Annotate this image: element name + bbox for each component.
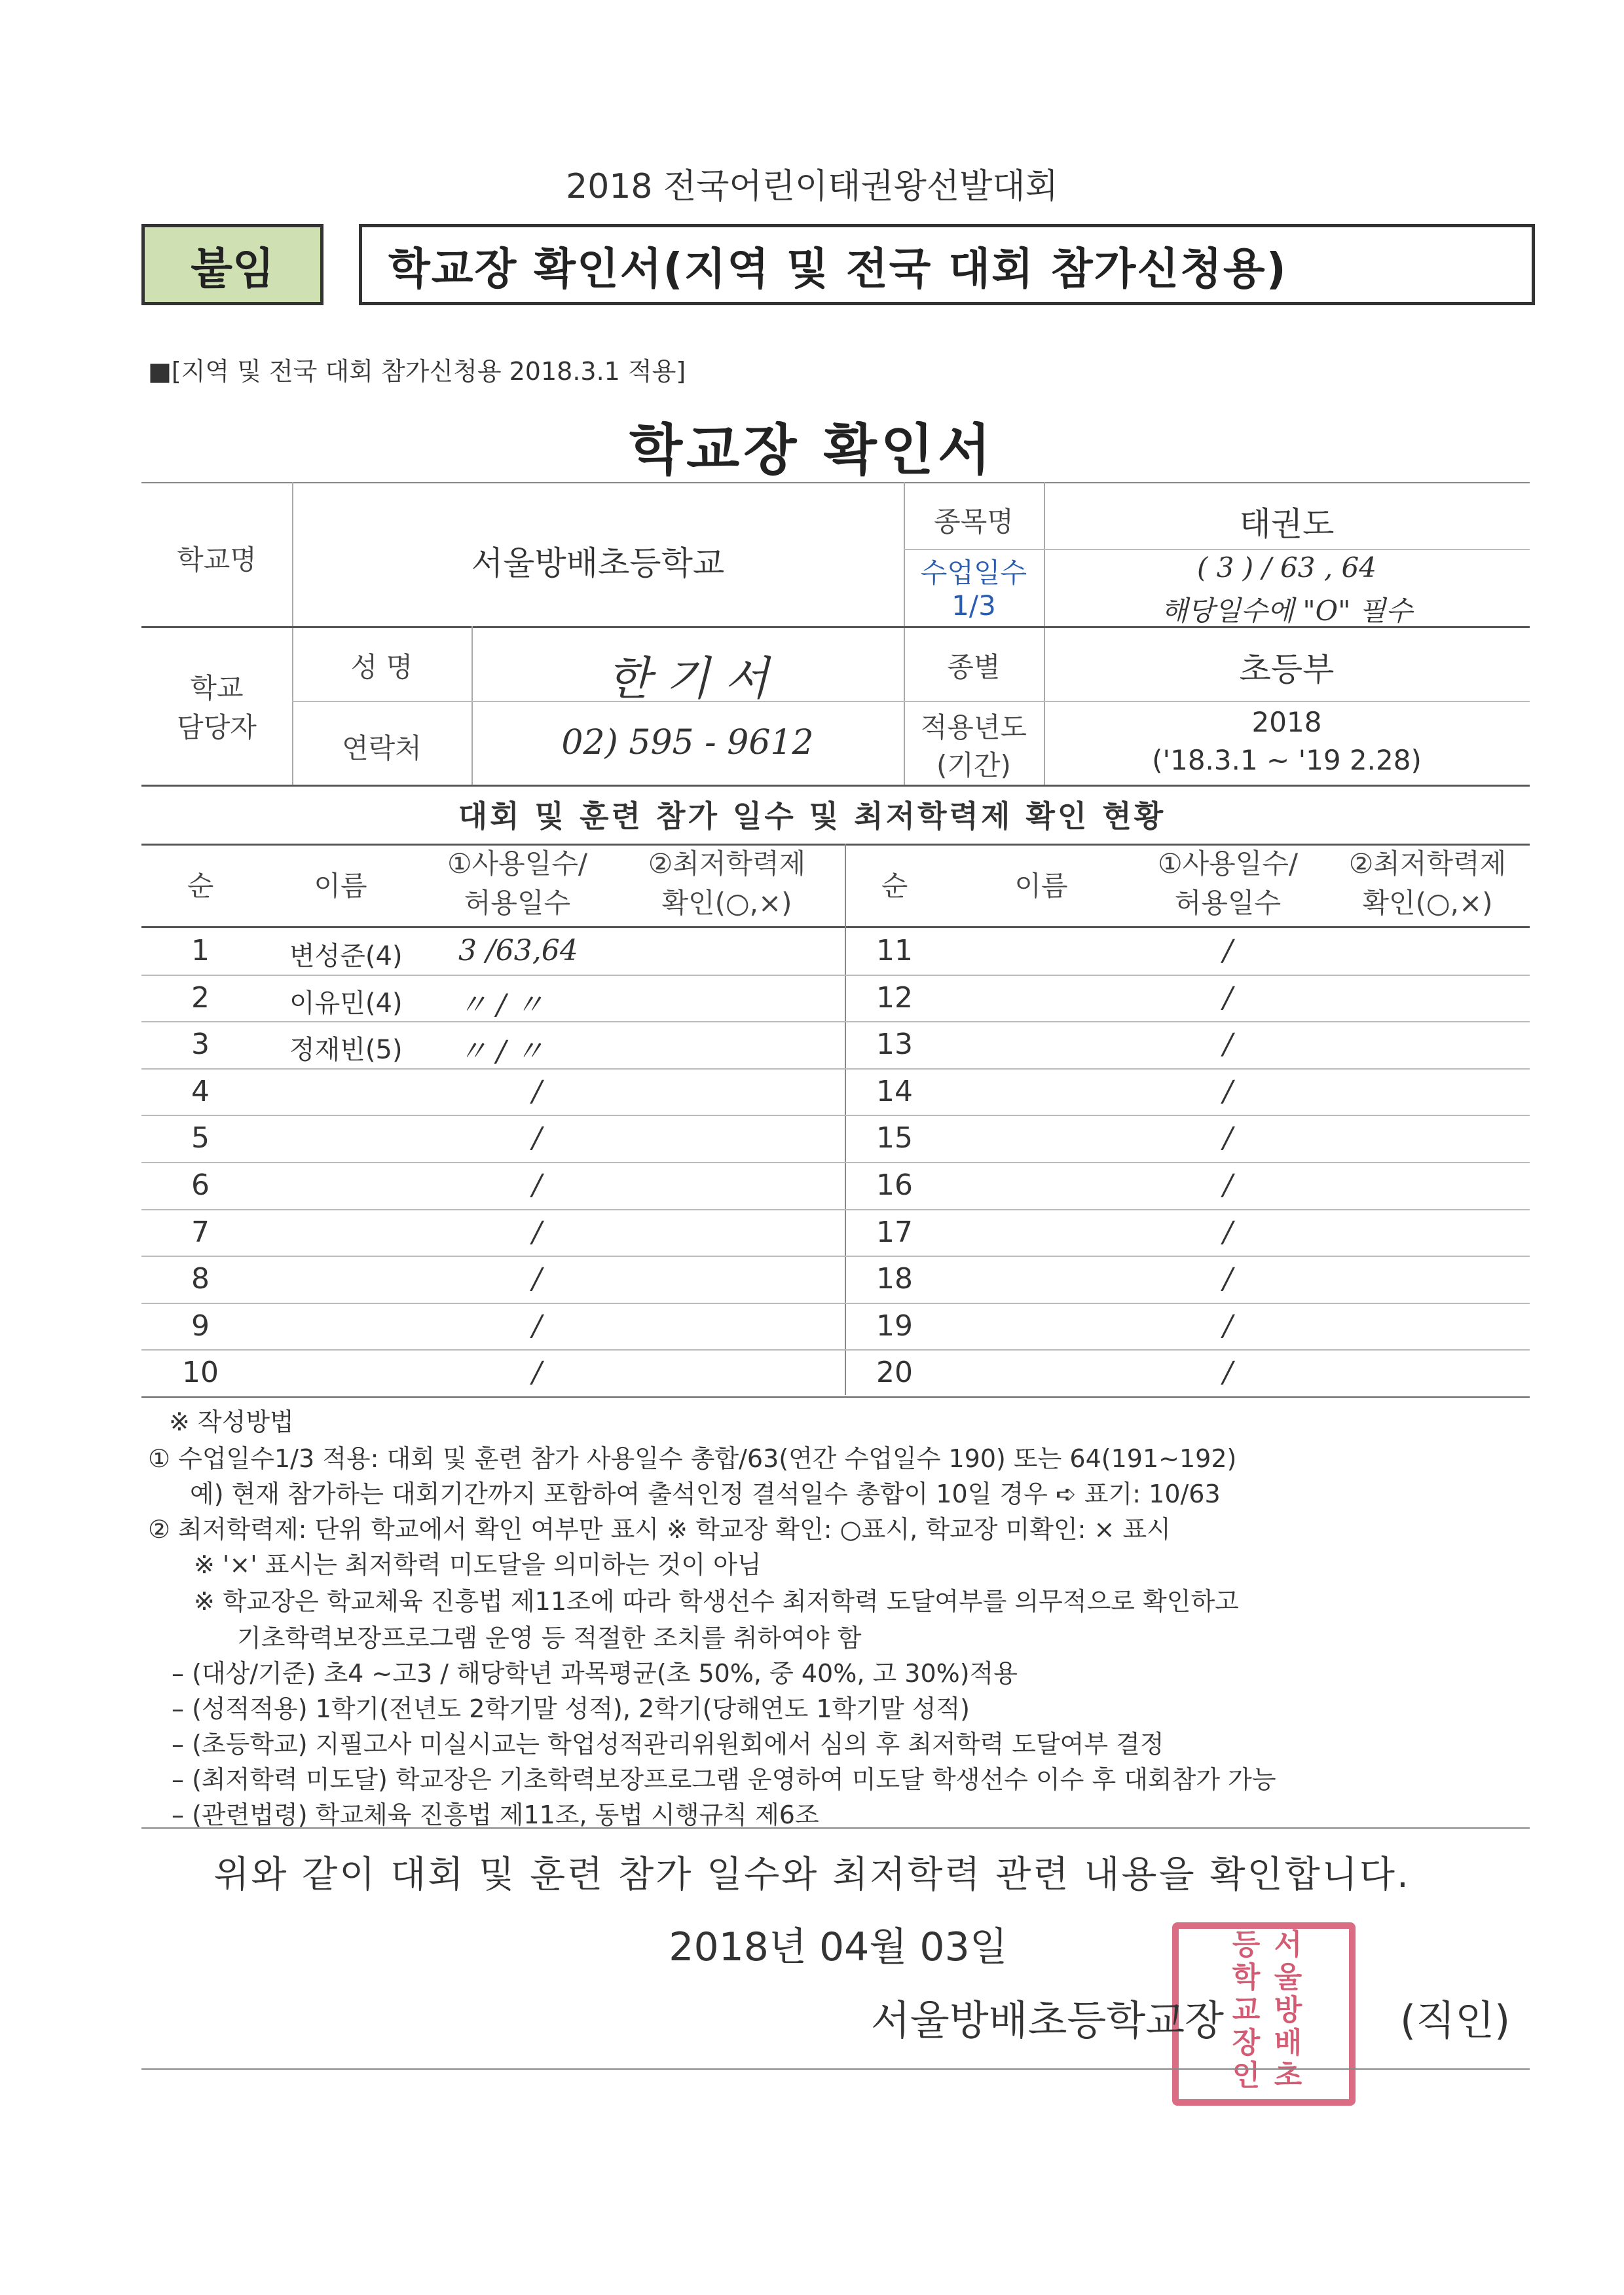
sport-label: 종목명 bbox=[934, 506, 1014, 538]
instructions-heading: ※ 작성방법 bbox=[169, 1408, 294, 1436]
participation-section-title: 대회 및 훈련 참가 일수 및 최저학력제 확인 현황 bbox=[458, 798, 1166, 834]
participation-center-divider bbox=[845, 844, 846, 1395]
year-label: 적용년도 bbox=[920, 711, 1027, 743]
instruction-line: – (대상/기준) 초4 ~고3 / 해당학년 과목평균(초 50%, 중 40%, 고 30%)적용 bbox=[172, 1659, 1018, 1688]
col-grade-right-1: ②최저학력제 bbox=[1348, 848, 1507, 880]
instruction-line: ① 수업일수1/3 적용: 대회 및 훈련 참가 사용일수 총합/63(연간 수업일수 190) 또는 64(191~192) bbox=[148, 1444, 1237, 1473]
instruction-line: ※ '×' 표시는 최저학력 미도달을 의미하는 것이 아님 bbox=[194, 1550, 762, 1579]
row-number: 4 bbox=[191, 1074, 210, 1108]
instruction-line: – (초등학교) 지필고사 미실시교는 학업성적관리위원회에서 심의 후 최저학력 도달여부 결정 bbox=[172, 1730, 1164, 1759]
row-days-used: / bbox=[532, 1262, 542, 1296]
row-number: 10 bbox=[182, 1356, 219, 1390]
division-value: 초등부 bbox=[1239, 650, 1335, 688]
row-number: 15 bbox=[876, 1121, 913, 1155]
col-grade-left-2: 확인(○,×) bbox=[661, 887, 792, 919]
row-divider bbox=[141, 1256, 1530, 1257]
info-row-divider bbox=[904, 549, 1530, 550]
col-no-left: 순 bbox=[187, 870, 214, 902]
division-label: 종별 bbox=[947, 651, 1001, 683]
col-grade-left-1: ②최저학력제 bbox=[648, 848, 806, 880]
row-number: 9 bbox=[191, 1309, 210, 1343]
principal-name: 서울방배초등학교장 bbox=[871, 1996, 1225, 2044]
row-divider bbox=[141, 1068, 1530, 1070]
row-days-used: / bbox=[532, 1356, 542, 1390]
row-number: 17 bbox=[876, 1215, 913, 1249]
row-days-used: / bbox=[532, 1074, 542, 1108]
col-days-right-1: ①사용일수/ bbox=[1157, 848, 1299, 880]
sport-value: 태권도 bbox=[1239, 505, 1335, 543]
info-table-bottom-border bbox=[141, 785, 1530, 787]
row-days-used: / bbox=[1223, 980, 1233, 1015]
row-name: 이유민(4) bbox=[289, 988, 403, 1018]
row-days-used: 〃 / 〃 bbox=[458, 1035, 544, 1069]
row-name: 변성준(4) bbox=[289, 941, 403, 971]
page-bottom-rule bbox=[141, 2068, 1530, 2070]
instruction-line: – (관련법령) 학교체육 진흥법 제11조, 동법 시행규칙 제6조 bbox=[172, 1801, 819, 1829]
col-days-right-2: 허용일수 bbox=[1174, 887, 1282, 919]
row-number: 18 bbox=[876, 1262, 913, 1296]
period-label: (기간) bbox=[936, 749, 1011, 781]
row-divider bbox=[141, 1396, 1530, 1398]
form-title-box bbox=[359, 224, 1535, 305]
row-number: 20 bbox=[876, 1356, 913, 1390]
row-number: 2 bbox=[191, 980, 210, 1015]
row-days-used: / bbox=[1223, 1309, 1233, 1343]
row-divider bbox=[141, 1115, 1530, 1116]
apply-note: ■[지역 및 전국 대회 참가신청용 2018.3.1 적용] bbox=[148, 357, 686, 386]
col-grade-right-2: 확인(○,×) bbox=[1362, 887, 1493, 919]
row-number: 7 bbox=[191, 1215, 210, 1249]
row-days-used: / bbox=[1223, 1074, 1233, 1108]
row-days-used: 〃 / 〃 bbox=[458, 988, 544, 1022]
class-days-fraction: 1/3 bbox=[951, 589, 996, 622]
row-name: 정재빈(5) bbox=[289, 1035, 403, 1066]
contact-handwritten: 02) 595 - 9612 bbox=[561, 723, 814, 762]
attachment-badge bbox=[141, 224, 323, 305]
row-number: 11 bbox=[876, 934, 913, 967]
col-name-left: 이름 bbox=[314, 870, 367, 902]
row-days-used: / bbox=[1223, 1121, 1233, 1155]
row-number: 5 bbox=[191, 1121, 210, 1155]
row-number: 12 bbox=[876, 980, 913, 1015]
instruction-line: ※ 학교장은 학교체육 진흥법 제11조에 따라 학생선수 최저학력 도달여부를 의무적으로 확인하고 bbox=[194, 1587, 1239, 1616]
col-days-left-2: 허용일수 bbox=[464, 887, 571, 919]
row-days-used: / bbox=[1223, 1028, 1233, 1062]
event-title: 2018 전국어린이태권왕선발대회 bbox=[566, 167, 1058, 206]
school-name: 서울방배초등학교 bbox=[471, 544, 725, 582]
staff-label-line1: 학교 bbox=[190, 672, 244, 704]
staff-label-line2: 담당자 bbox=[177, 711, 257, 743]
row-divider bbox=[141, 1021, 1530, 1022]
name-label: 성 명 bbox=[350, 651, 413, 683]
row-days-used: / bbox=[1223, 934, 1233, 967]
participation-header-bottom-border bbox=[141, 926, 1530, 928]
instruction-line: ② 최저학력제: 단위 학교에서 확인 여부만 표시 ※ 학교장 확인: ○표시, 학교장 미확인: × 표시 bbox=[148, 1515, 1171, 1544]
row-number: 19 bbox=[876, 1309, 913, 1343]
instruction-line: – (성적적용) 1학기(전년도 2학기말 성적), 2학기(당해연도 1학기말 성적) bbox=[172, 1694, 970, 1723]
period-value: ('18.3.1 ~ '19 2.28) bbox=[1152, 744, 1422, 776]
seal-text: 서울방배초등학교장인 bbox=[1227, 1929, 1302, 2093]
row-number: 8 bbox=[191, 1262, 210, 1296]
instruction-line: 예) 현재 참가하는 대회기간까지 포함하여 출석인정 결석일수 총합이 10일 경우 ➪ 표기: 10/63 bbox=[190, 1480, 1221, 1508]
row-days-used: / bbox=[532, 1121, 542, 1155]
row-number: 14 bbox=[876, 1074, 913, 1108]
col-no-right: 순 bbox=[881, 870, 908, 902]
row-divider bbox=[141, 1303, 1530, 1304]
confirmation-statement: 위와 같이 대회 및 훈련 참가 일수와 최저학력 관련 내용을 확인합니다. bbox=[213, 1854, 1411, 1896]
row-days-used: / bbox=[532, 1215, 542, 1249]
row-days-used: / bbox=[1223, 1262, 1233, 1296]
instruction-line: 기초학력보장프로그램 운영 등 적절한 조치를 취하여야 함 bbox=[237, 1624, 862, 1652]
row-days-used: / bbox=[1223, 1168, 1233, 1202]
class-days-label: 수업일수 bbox=[920, 557, 1027, 589]
signing-date: 2018년 04월 03일 bbox=[669, 1924, 1008, 1970]
staff-name-handwritten: 한 기 서 bbox=[606, 652, 769, 705]
row-divider bbox=[141, 975, 1530, 976]
class-days-value: ( 3 ) / 63 , 64 bbox=[1197, 551, 1376, 584]
row-days-used: / bbox=[1223, 1215, 1233, 1249]
row-days-used: / bbox=[532, 1309, 542, 1343]
year-value: 2018 bbox=[1251, 706, 1322, 738]
row-divider bbox=[141, 1209, 1530, 1210]
row-number: 13 bbox=[876, 1028, 913, 1062]
row-number: 3 bbox=[191, 1028, 210, 1062]
instructions-bottom-border bbox=[141, 1827, 1530, 1829]
row-days-used: / bbox=[532, 1168, 542, 1202]
seal-label: (직인) bbox=[1400, 1996, 1511, 2044]
document-title: 학교장 확인서 bbox=[629, 418, 995, 482]
info-table-top-border bbox=[141, 482, 1530, 483]
row-number: 6 bbox=[191, 1168, 210, 1202]
instruction-line: – (최저학력 미도달) 학교장은 기초학력보장프로그램 운영하여 미도달 학생선수 이수 후 대회참가 가능 bbox=[172, 1765, 1276, 1794]
col-name-right: 이름 bbox=[1014, 870, 1068, 902]
row-number: 1 bbox=[191, 934, 210, 967]
school-label: 학교명 bbox=[177, 544, 257, 576]
row-number: 16 bbox=[876, 1168, 913, 1202]
class-days-note: 해당일수에 "O" 필수 bbox=[1161, 595, 1412, 627]
row-divider bbox=[141, 1349, 1530, 1351]
row-days-used: / bbox=[1223, 1356, 1233, 1390]
col-days-left-1: ①사용일수/ bbox=[447, 848, 588, 880]
row-divider bbox=[141, 1162, 1530, 1163]
contact-label: 연락처 bbox=[342, 732, 422, 764]
row-days-used: 3 /63,64 bbox=[458, 934, 578, 967]
badge-label: 붙임 bbox=[191, 243, 274, 294]
form-title: 학교장 확인서(지역 및 전국 대회 참가신청용) bbox=[388, 243, 1287, 294]
